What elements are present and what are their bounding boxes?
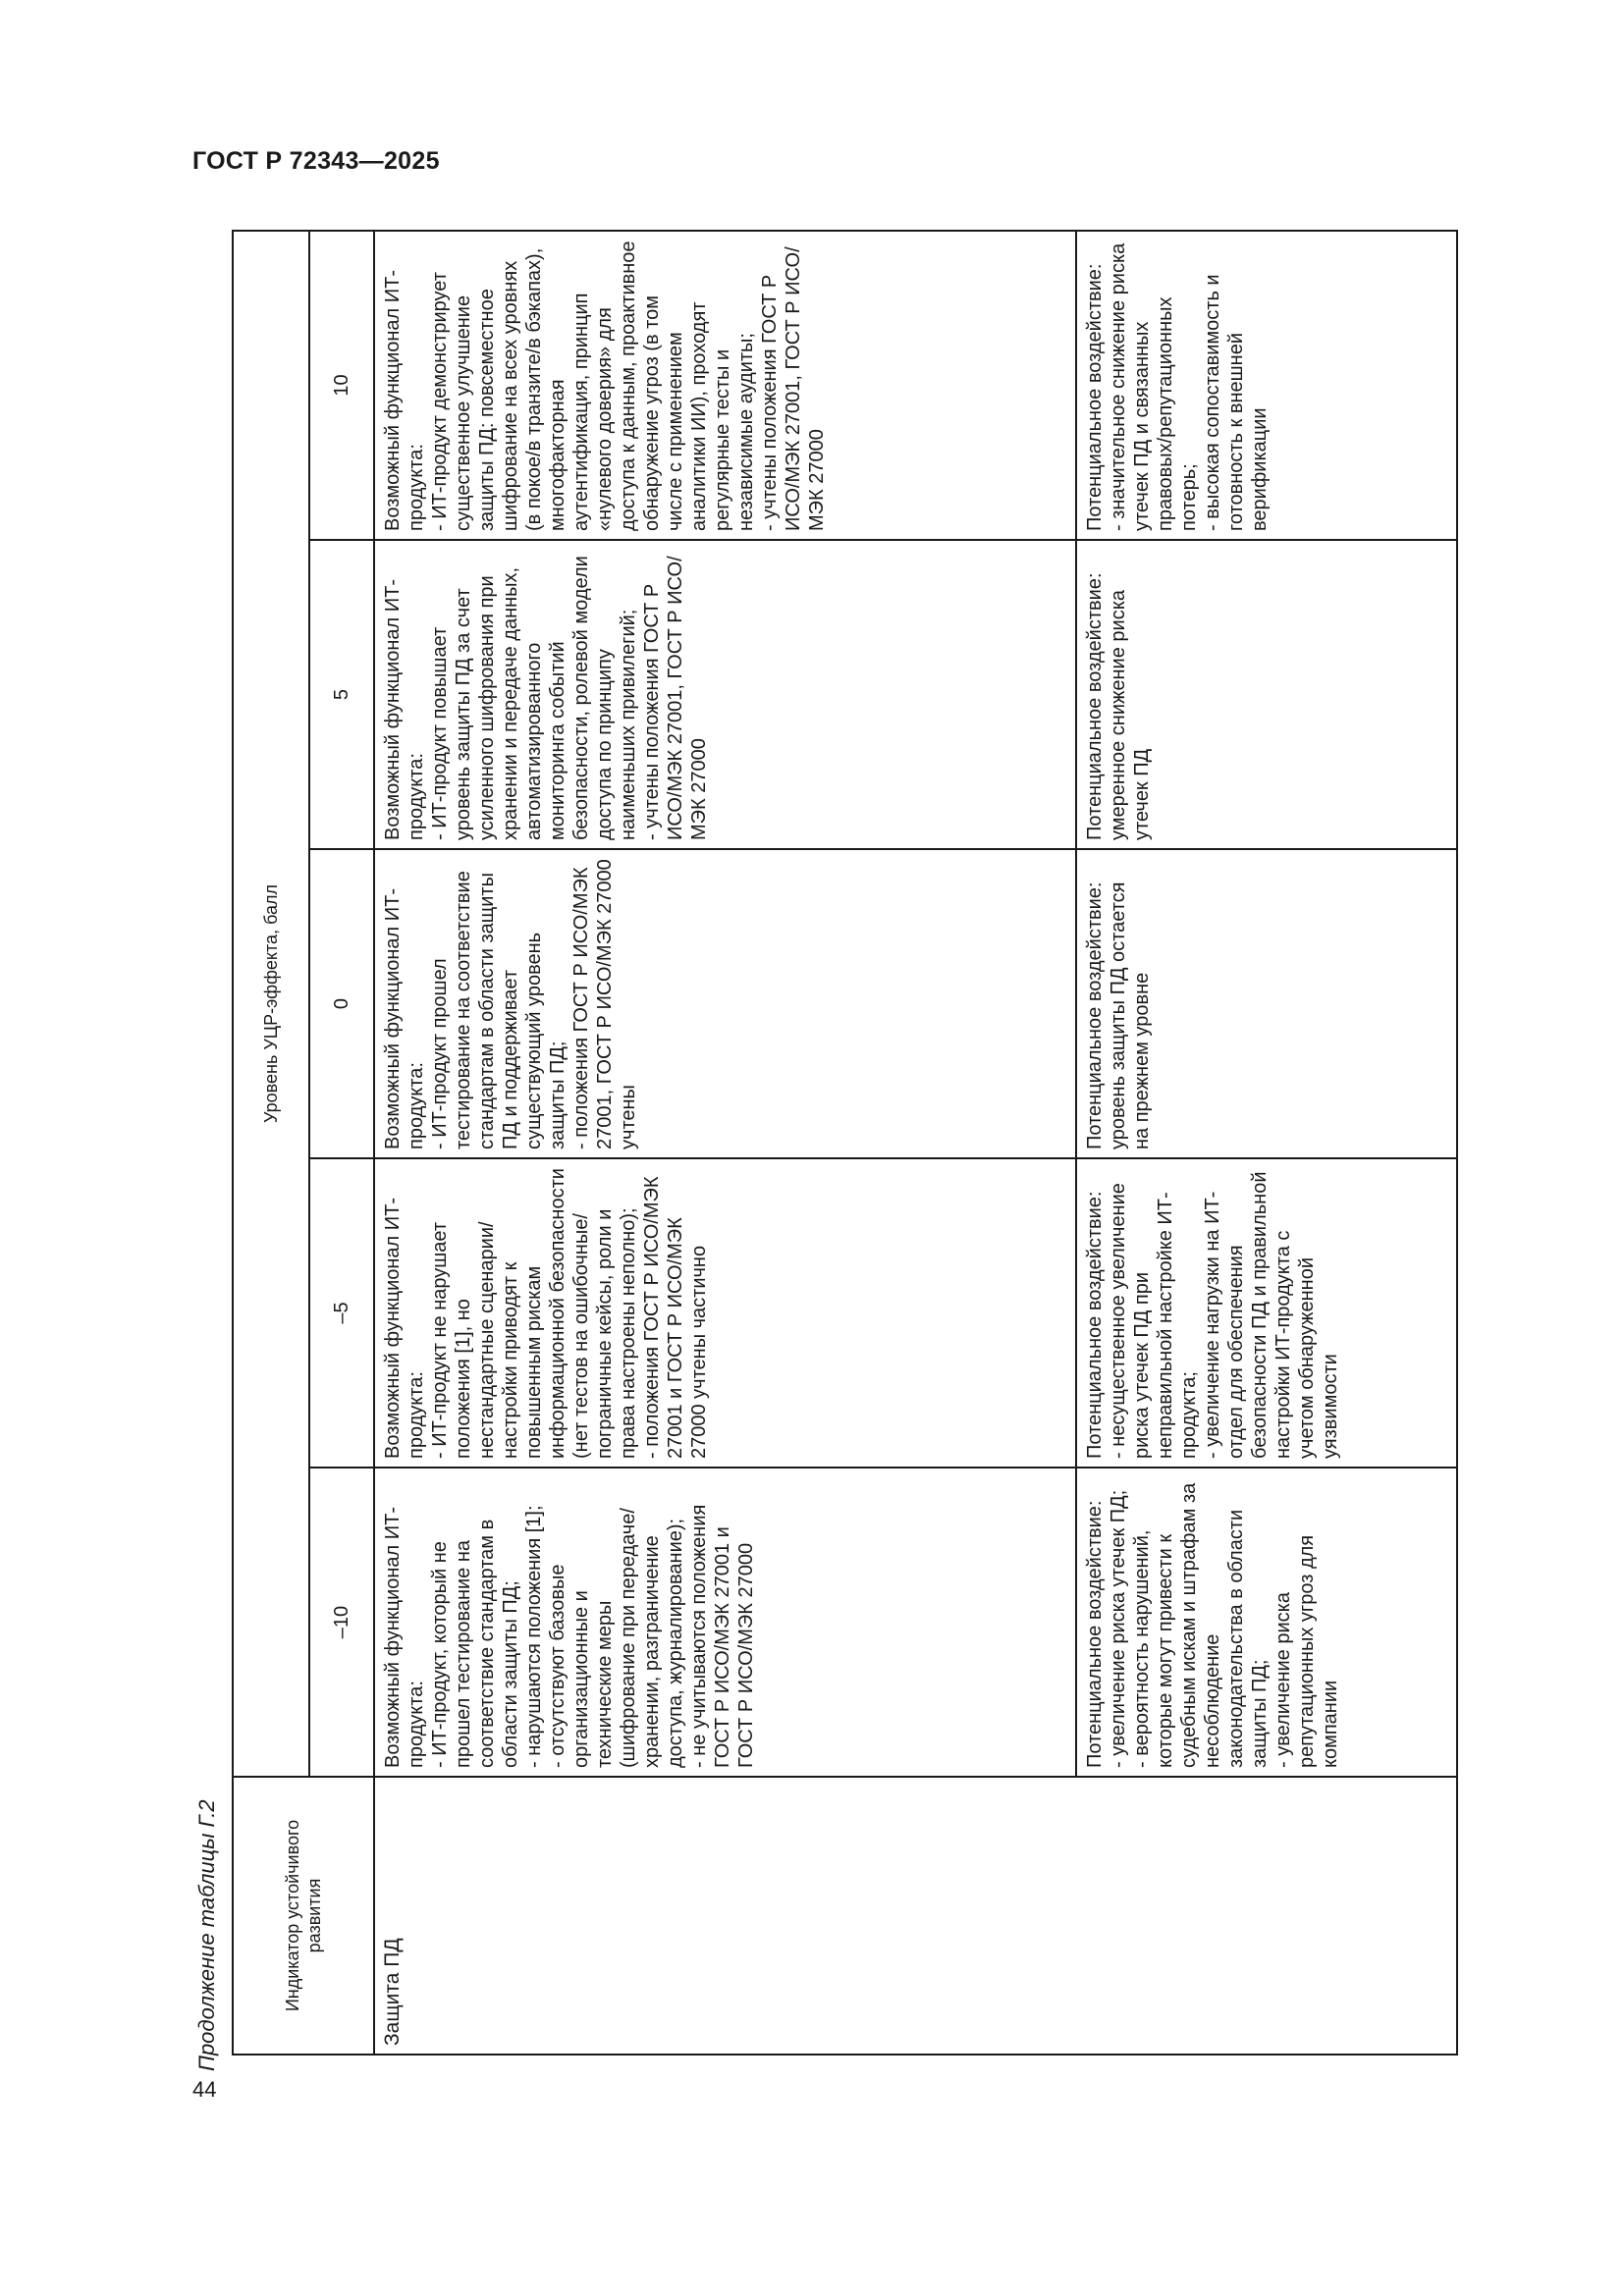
table-cell bbox=[374, 231, 1076, 540]
cell-text: Возможный функционал ИТ-продукта: - ИТ-продукт повышает уровень защиты ПД за счет усиленного шифрования при хранении и передаче данных, автоматизированного мониторинга событий безопасности, ролевой модели доступа по принципу наименьших привилегий; - учтены положения ГОСТ Р ИСО/МЭК 27001, ГОСТ Р ИСО/МЭК 27000 bbox=[382, 556, 710, 840]
level-group-header: Уровень УЦР-эффекта, балл bbox=[233, 231, 309, 1777]
table-cell bbox=[1076, 849, 1457, 1158]
table-row bbox=[374, 231, 1076, 2055]
table-cell bbox=[1076, 1158, 1457, 1468]
cell-text: Возможный функционал ИТ-продукта: - ИТ-продукт прошел тестирование на соответствие стандартам в области защиты ПД и поддерживает существующий уровень защиты ПД; - положения ГОСТ Р ИСО/МЭК 27001, ГОСТ Р ИСО/МЭК 27000 учтены bbox=[382, 859, 639, 1149]
table-cell bbox=[1076, 1468, 1457, 1777]
table-cell bbox=[374, 540, 1076, 849]
level-header-0: 0 bbox=[309, 849, 374, 1158]
table-cell bbox=[374, 1468, 1076, 1777]
impact-level-table bbox=[232, 230, 1458, 2056]
level-header-minus10: –10 bbox=[309, 1468, 374, 1777]
table-cell bbox=[374, 849, 1076, 1158]
document-code: ГОСТ Р 72343—2025 bbox=[192, 147, 440, 175]
table-cell bbox=[1076, 540, 1457, 849]
cell-text: Возможный функционал ИТ-продукта: - ИТ-продукт демонстрирует существенное улучшение защиты ПД: повсеместное шифрование на всех уровнях (в покое/в транзите/в бэкапах), многофакторная аутентификация, принцип «нулевого доверия» для доступа к данным, проактивное обнаружение угроз (в том числе с применением аналитики ИИ), проходят регулярные тесты и независимые аудиты; - учтены положения ГОСТ Р ИСО/МЭК 27001, ГОСТ Р ИСО/МЭК 27000 bbox=[382, 240, 828, 531]
table-header-row bbox=[233, 231, 309, 2055]
indicator-column-header: Индикатор устойчивого развития bbox=[233, 1777, 374, 2055]
cell-text: Потенциальное воздействие: - несущественное увеличение риска утечек ПД при неправильной настройке ИТ-продукта; - увеличение нагрузки на ИТ-отдел для обеспечения безопасности ПД и правильной настройки ИТ-продукта с учетом обнаруженной уязвимости bbox=[1084, 1171, 1341, 1459]
rotated-table-container bbox=[232, 232, 1456, 2056]
cell-text: Возможный функционал ИТ-продукта: - ИТ-продукт не нарушает положения [1], но нестандартные сценарии/настройки приводят к повышенным рискам информационной безопасности (нет тестов на ошибочные/пограничные кейсы, роли и права настроены неполно); - положения ГОСТ Р ИСО/МЭК 27001 и ГОСТ Р ИСО/МЭК 27000 учтены частично bbox=[382, 1168, 710, 1459]
cell-text: Потенциальное воздействие: уровень защиты ПД остается на прежнем уровне bbox=[1084, 881, 1153, 1149]
level-header-5: 5 bbox=[309, 540, 374, 849]
level-header-minus5: –5 bbox=[309, 1158, 374, 1468]
table-caption: Продолжение таблицы Г.2 bbox=[194, 1799, 219, 2071]
table-cell bbox=[1076, 231, 1457, 540]
cell-text: Потенциальное воздействие: умеренное снижение риска утечек ПД bbox=[1084, 572, 1153, 840]
level-header-10: 10 bbox=[309, 231, 374, 540]
cell-text: Потенциальное воздействие: - значительное снижение риска утечек ПД и связанных правовых/репутационных потерь; - высокая сопоставимость и готовность к внешней верификации bbox=[1084, 242, 1271, 531]
page-number: 44 bbox=[192, 2077, 217, 2102]
table-cell bbox=[374, 1158, 1076, 1468]
indicator-cell: Защита ПД bbox=[374, 1777, 1457, 2055]
cell-text: Потенциальное воздействие: - увеличение риска утечек ПД; - вероятность нарушений, которые могут привести к судебным искам и штрафам за несоблюдение законодательства в области защиты ПД; - увеличение риска репутационных угроз для компании bbox=[1084, 1482, 1341, 1768]
rotated-table-frame bbox=[232, 232, 1456, 2056]
cell-text: Возможный функционал ИТ-продукта: - ИТ-продукт, который не прошел тестирование на соответствие стандартам в области защиты ПД; - нарушаются положения [1]; - отсутствуют базовые организационные и технические меры (шифрование при передаче/хранении, разграничение доступа, журналирование); - не учитываются положения ГОСТ Р ИСО/МЭК 27001 и ГОСТ Р ИСО/МЭК 27000 bbox=[382, 1504, 757, 1768]
